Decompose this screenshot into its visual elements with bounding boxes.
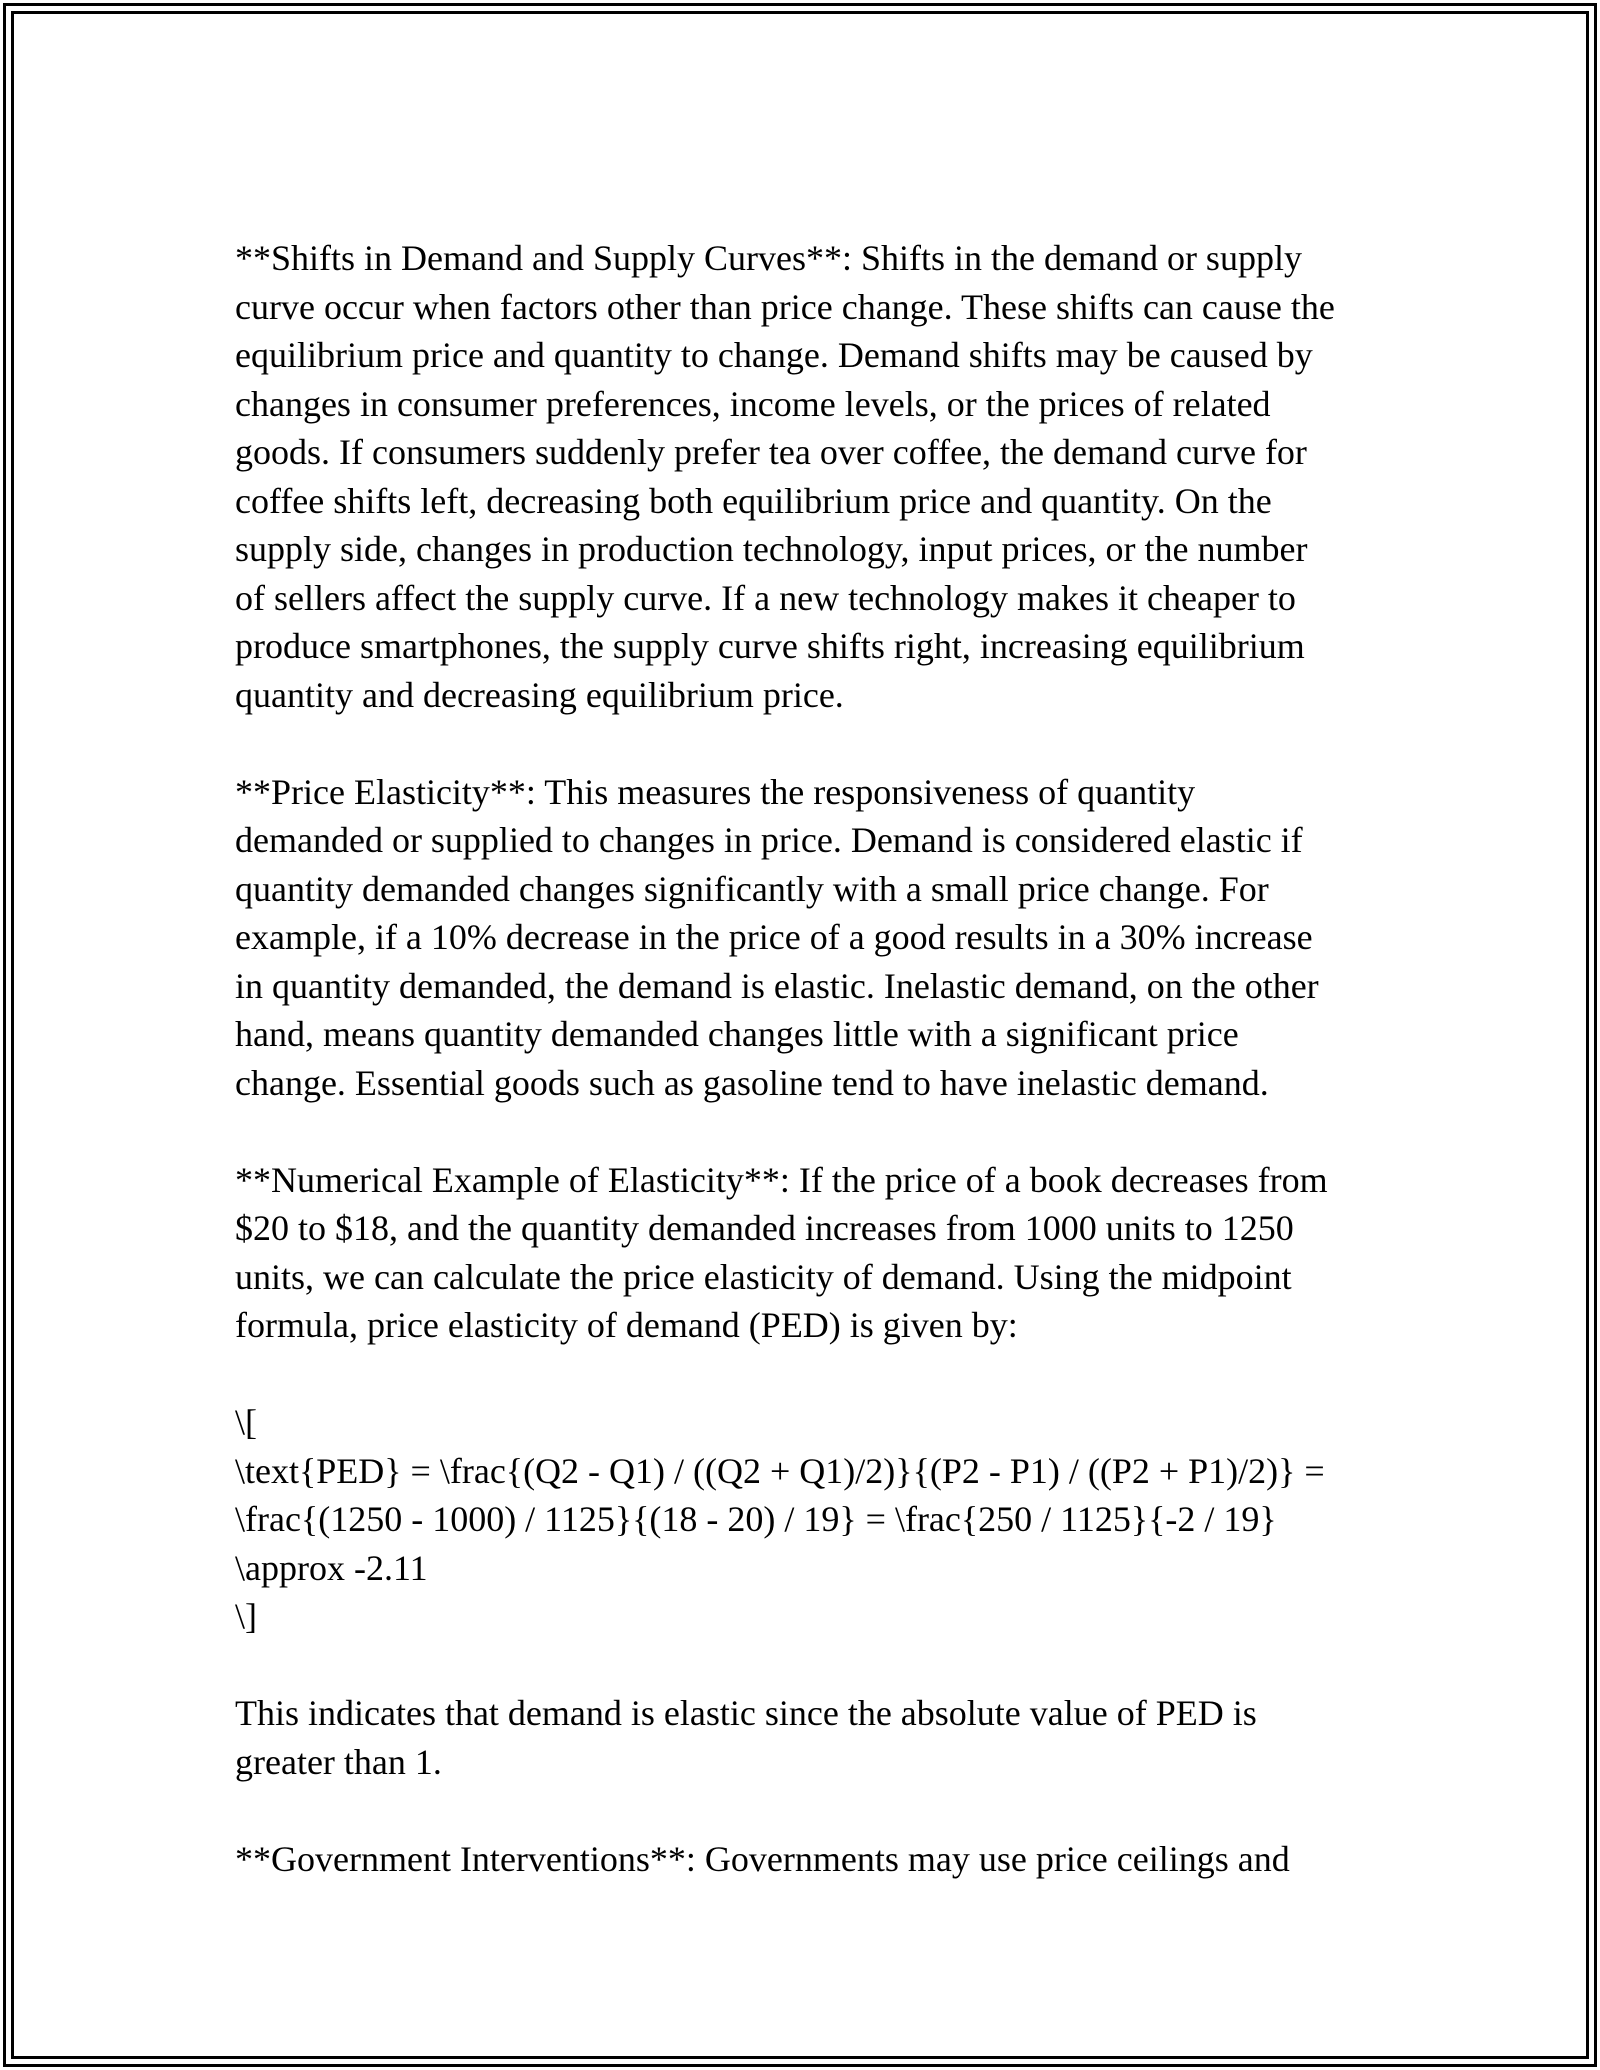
math-formula-block: \[ \text{PED} = \frac{(Q2 - Q1) / ((Q2 + Q1)/2)}{(P2 - P1) / ((P2 + P1)/2)} = \frac{(1250 - 1000) / 1125}{(18 - 20) / 19} = \frac{250 / 1125}{-2 / 19} \approx -2.11 \]	[235, 1402, 1325, 1636]
paragraph-conclusion: This indicates that demand is elastic since the absolute value of PED is greater than 1.	[235, 1693, 1257, 1782]
paragraph-shifts-demand-supply: **Shifts in Demand and Supply Curves**: Shifts in the demand or supply curve occur when factors other than price change. These shifts can cause the equilibrium price and quantity to change. Demand shifts may be caused by changes in consumer preferences, income levels, or the prices of related goods. If consumers suddenly prefer tea over coffee, the demand curve for coffee shifts left, decreasing both equilibrium price and quantity. On the supply side, changes in production technology, input prices, or the number of sellers affect the supply curve. If a new technology makes it cheaper to produce smartphones, the supply curve shifts right, increasing equilibrium quantity and decreasing equilibrium price.	[235, 238, 1335, 715]
paragraph-numerical-example: **Numerical Example of Elasticity**: If the price of a book decreases from $20 to $18, and the quantity demanded increases from 1000 units to 1250 units, we can calculate the price elasticity of demand. Using the midpoint formula, price elasticity of demand (PED) is given by:	[235, 1159, 1328, 1345]
document-body	[235, 234, 1395, 1932]
paragraph-government-interventions: **Government Interventions**: Governments may use price ceilings and	[235, 1838, 1290, 1879]
paragraph-price-elasticity: **Price Elasticity**: This measures the responsiveness of quantity demanded or supplied to changes in price. Demand is considered elastic if quantity demanded changes significantly with a small price change. For example, if a 10% decrease in the price of a good results in a 30% increase in quantity demanded, the demand is elastic. Inelastic demand, on the other hand, means quantity demanded changes little with a significant price change. Essential goods such as gasoline tend to have inelastic demand.	[235, 771, 1319, 1103]
